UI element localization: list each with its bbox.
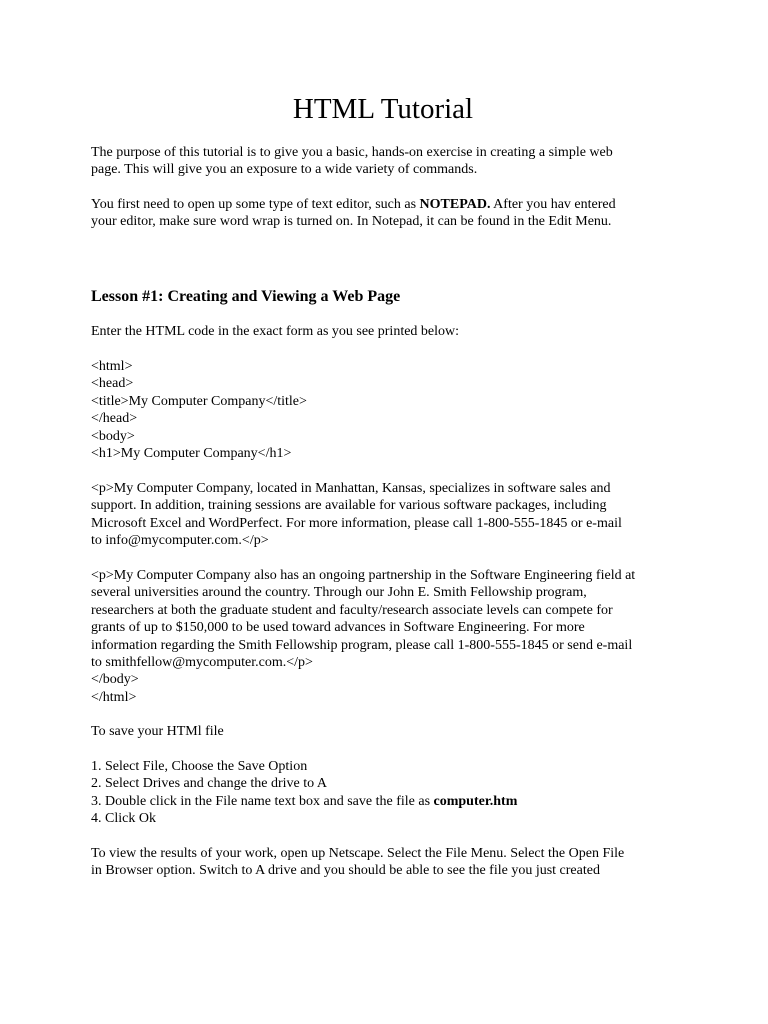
step-text: 3. Double click in the File name text box and save the file as xyxy=(91,793,434,809)
editor-paragraph xyxy=(91,196,691,231)
save-steps xyxy=(91,758,691,828)
code-line: <p>My Computer Company also has an ongoing partnership in the Software Engineering field at xyxy=(91,568,636,583)
code-line: <body> xyxy=(91,428,135,444)
code-line: Microsoft Excel and WordPerfect. For more information, please call 1-800-555-1845 or e-mail xyxy=(91,515,622,531)
code-line: to smithfellow@mycomputer.com.</p> xyxy=(91,655,313,671)
code-line: <h1>My Computer Company</h1> xyxy=(91,446,292,462)
code-head-block xyxy=(91,358,691,462)
code-line: to info@mycomputer.com.</p> xyxy=(91,533,269,549)
intro-line: page. This will give you an exposure to a wide variety of commands. xyxy=(91,162,478,178)
editor-text: After you hav entered xyxy=(490,197,616,212)
step-item xyxy=(91,793,691,810)
editor-line xyxy=(91,196,691,213)
code-line: </html> xyxy=(91,689,137,705)
code-line: </body> xyxy=(91,672,139,688)
filename-bold: computer.htm xyxy=(433,793,518,809)
save-heading xyxy=(91,723,691,740)
code-line: <head> xyxy=(91,376,134,392)
code-line: <p>My Computer Company, located in Manhattan, Kansas, specializes in software sales and xyxy=(91,481,611,496)
page-title: HTML Tutorial xyxy=(292,93,474,125)
intro-paragraph xyxy=(91,144,691,179)
code-line: several universities around the country. Through our John E. Smith Fellowship program, xyxy=(91,585,587,601)
code-paragraph-1 xyxy=(91,480,691,550)
notepad-bold: NOTEPAD. xyxy=(419,197,491,212)
view-line: in Browser option. Switch to A drive and you should be able to see the file you just created xyxy=(91,863,600,879)
lesson-heading: Lesson #1: Creating and Viewing a Web Page xyxy=(91,288,401,305)
step-item: 4. Click Ok xyxy=(91,811,156,827)
view-line: To view the results of your work, open up Netscape. Select the File Menu. Select the Open File xyxy=(91,846,625,861)
instruction-line: Enter the HTML code in the exact form as you see printed below: xyxy=(91,324,460,339)
view-paragraph xyxy=(91,845,691,880)
step-item: 2. Select Drives and change the drive to A xyxy=(91,776,327,792)
code-line: <html> xyxy=(91,359,133,374)
editor-line: your editor, make sure word wrap is turned on. In Notepad, it can be found in the Edit Menu. xyxy=(91,214,612,230)
intro-line: The purpose of this tutorial is to give you a basic, hands-on exercise in creating a simple web xyxy=(91,145,613,160)
code-line: support. In addition, training sessions are available for various software packages, including xyxy=(91,498,607,514)
enter-instruction xyxy=(91,323,691,340)
code-line: </head> xyxy=(91,411,138,427)
code-line: researchers at both the graduate student and faculty/research associate levels can compete for xyxy=(91,602,613,618)
step-item: 1. Select File, Choose the Save Option xyxy=(91,759,308,774)
code-line: <title>My Computer Company</title> xyxy=(91,393,307,409)
code-line: grants of up to $150,000 to be used toward advances in Software Engineering. For more xyxy=(91,620,585,636)
editor-text: You first need to open up some type of text editor, such as xyxy=(91,197,420,212)
code-line: information regarding the Smith Fellowship program, please call 1-800-555-1845 or send e-mail xyxy=(91,637,633,653)
save-heading-line: To save your HTMl file xyxy=(91,724,224,739)
code-paragraph-2 xyxy=(91,567,691,706)
